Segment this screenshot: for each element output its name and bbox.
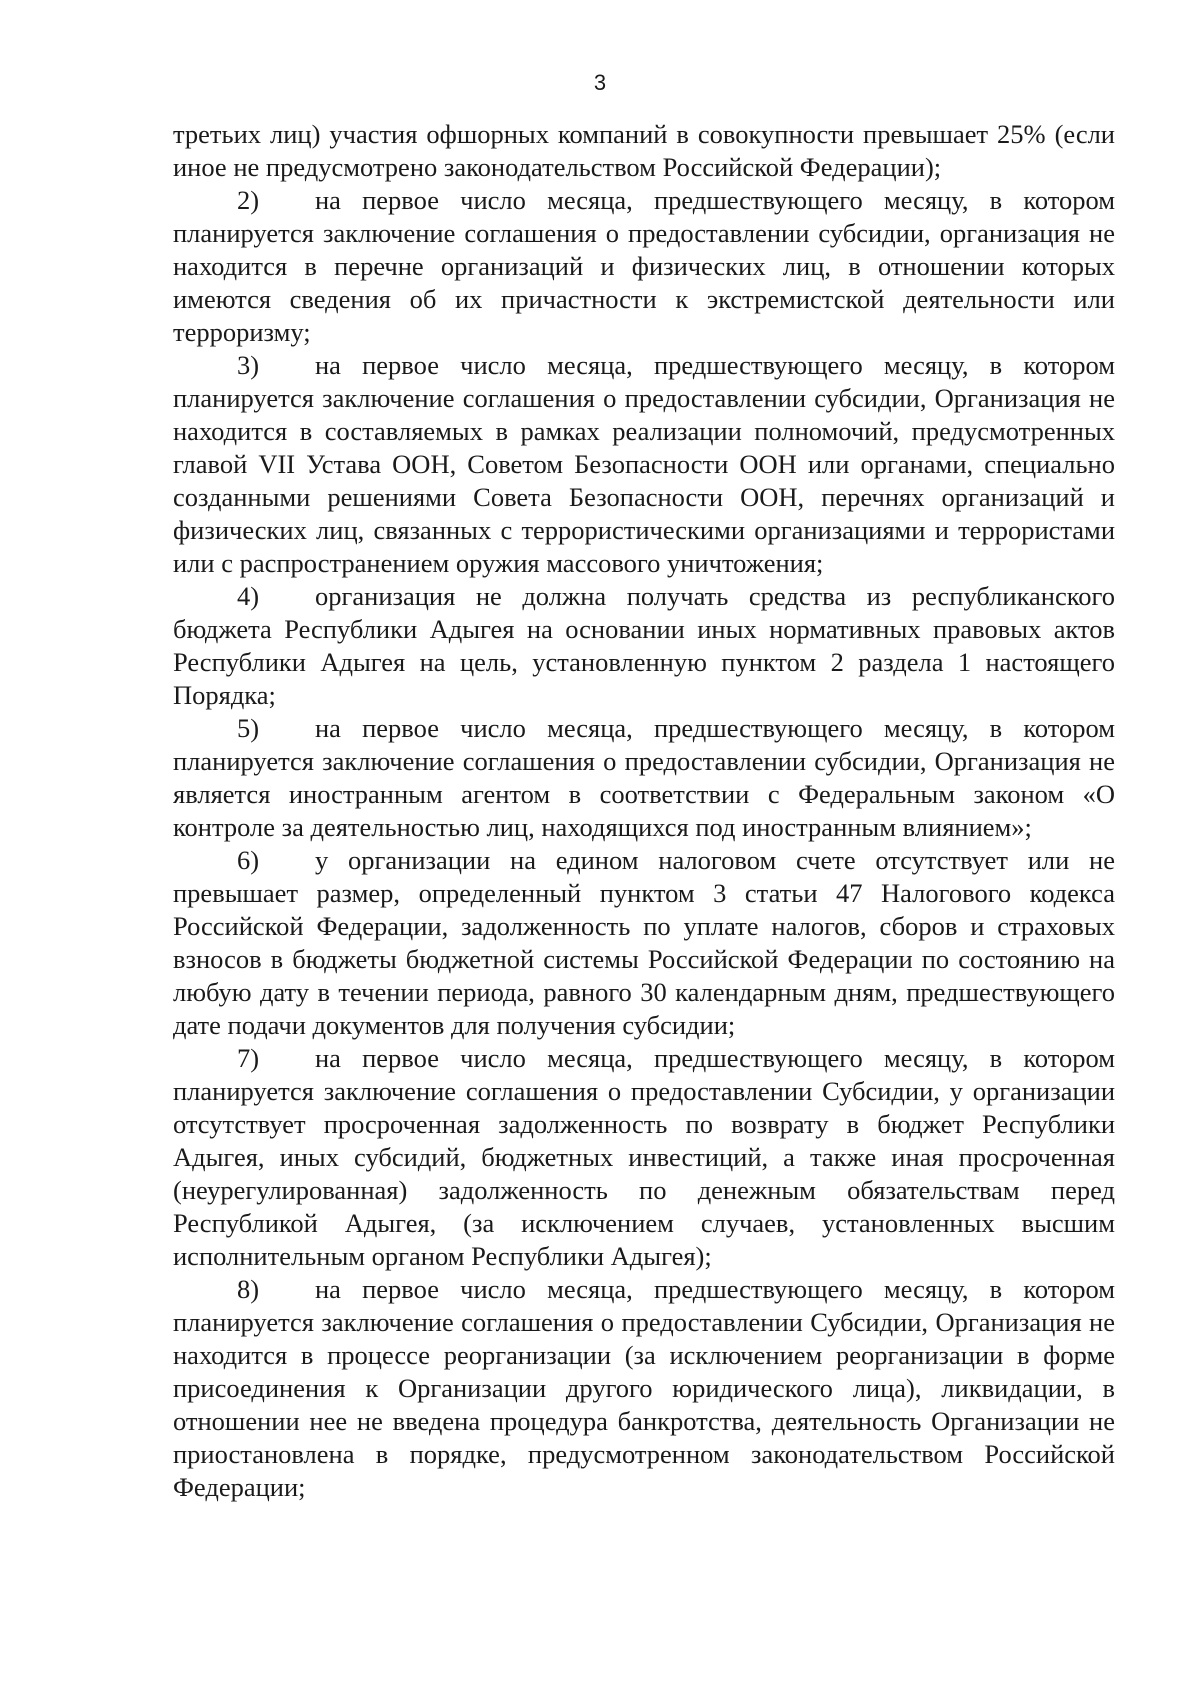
item-number: 2) (237, 185, 260, 215)
list-item-5 (173, 712, 1115, 844)
item-number: 7) (237, 1043, 260, 1073)
document-body (173, 118, 1115, 1504)
item-number: 8) (237, 1274, 260, 1304)
item-text: на первое число месяца, предшествующего месяцу, в котором планируется заключение соглашения о предоставлении субсидии, Организация не является иностранным агентом в соответствии с Федеральным законом «О контроле за деятельностью лиц, находящихся под иностранным влиянием»; (173, 713, 1115, 842)
list-item-2 (173, 184, 1115, 349)
item-text: на первое число месяца, предшествующего месяцу, в котором планируется заключение соглашения о предоставлении Субсидии, у организации отсутствует просроченная задолженность по возврату в бюджет Республики Адыгея, иных субсидий, бюджетных инвестиций, а также иная просроченная (неурегулированная) задолженность по денежным обязательствам перед Республикой Адыгея, (за исключением случаев, установленных высшим исполнительным органом Республики Адыгея); (173, 1043, 1115, 1271)
item-number: 5) (237, 713, 260, 743)
list-item-6 (173, 844, 1115, 1042)
item-text: на первое число месяца, предшествующего месяцу, в котором планируется заключение соглашения о предоставлении субсидии, Организация не находится в составляемых в рамках реализации полномочий, предусмотренных главой VII Устава ООН, Советом Безопасности ООН или органами, специально созданными решениями Совета Безопасности ООН, перечнях организаций и физических лиц, связанных с террористическими организациями и террористами или с распространением оружия массового уничтожения; (173, 350, 1115, 578)
item-number: 3) (237, 350, 260, 380)
page-number: 3 (593, 70, 607, 95)
item-number: 4) (237, 581, 260, 611)
list-item-4 (173, 580, 1115, 712)
list-item-7 (173, 1042, 1115, 1273)
list-item-3 (173, 349, 1115, 580)
paragraph-text: третьих лиц) участия офшорных компаний в совокупности превышает 25% (если иное не предусмотрено законодательством Российской Федерации); (173, 119, 1115, 182)
item-text: на первое число месяца, предшествующего месяцу, в котором планируется заключение соглашения о предоставлении субсидии, организация не находится в перечне организаций и физических лиц, в отношении которых имеются сведения об их причастности к экстремистской деятельности или терроризму; (173, 185, 1115, 347)
list-item-8 (173, 1273, 1115, 1504)
item-text: у организации на едином налоговом счете отсутствует или не превышает размер, определенный пунктом 3 статьи 47 Налогового кодекса Российской Федерации, задолженность по уплате налогов, сборов и страховых взносов в бюджеты бюджетной системы Российской Федерации по состоянию на любую дату в течении периода, равного 30 календарным дням, предшествующего дате подачи документов для получения субсидии; (173, 845, 1115, 1040)
item-text: организация не должна получать средства из республиканского бюджета Республики Адыгея на основании иных нормативных правовых актов Республики Адыгея на цель, установленную пунктом 2 раздела 1 настоящего Порядка; (173, 581, 1115, 710)
item-text: на первое число месяца, предшествующего месяцу, в котором планируется заключение соглашения о предоставлении Субсидии, Организация не находится в процессе реорганизации (за исключением реорганизации в форме присоединения к Организации другого юридического лица), ликвидации, в отношении нее не введена процедура банкротства, деятельность Организации не приостановлена в порядке, предусмотренном законодательством Российской Федерации; (173, 1274, 1115, 1502)
item-number: 6) (237, 845, 260, 875)
paragraph-continuation (173, 118, 1115, 184)
